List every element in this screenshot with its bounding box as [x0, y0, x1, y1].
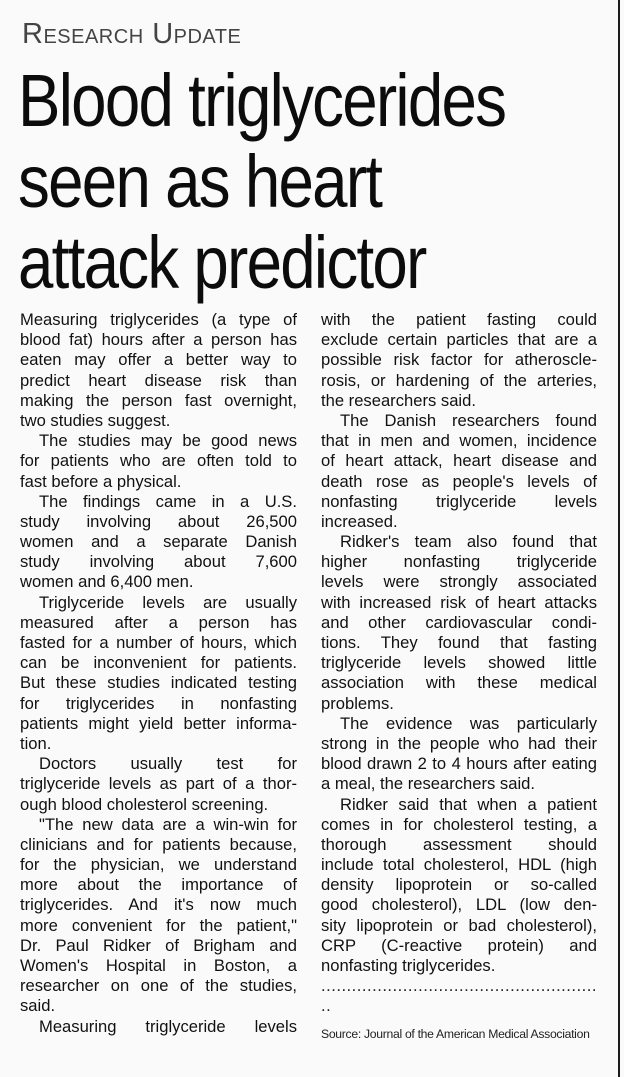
text-line: comes in for cholesterol testing, a [321, 814, 597, 834]
text-line: Triglyceride levels are usually [39, 592, 297, 612]
separator-dots-tail: .. [321, 996, 332, 1016]
text-line: making the person fast overnight, [20, 390, 297, 410]
text-line: death rose as people's levels of [321, 471, 597, 491]
text-line: women and 6,400 men. [20, 572, 194, 592]
headline-line: Blood triglycerides [18, 59, 506, 142]
article-column-right [321, 310, 597, 1042]
text-line: nonfasting triglycerides. [321, 956, 496, 975]
text-line: researcher on one of the studies, [20, 976, 297, 996]
text-line: two studies suggest. [20, 410, 171, 430]
text-line: more about the importance of [20, 875, 297, 895]
text-line: levels were strongly associated [321, 572, 597, 592]
page-border [618, 0, 620, 1077]
text-line: Ridker's team also found that [340, 532, 597, 552]
right-column-body [321, 310, 597, 976]
text-line: Measuring triglycerides (a type of [20, 310, 297, 329]
separator-dots: ...................................................... [321, 976, 597, 996]
text-line: women and a separate Danish [20, 532, 297, 552]
source-credit: Source: Journal of the American Medical Association [321, 1027, 590, 1042]
headline [18, 60, 525, 303]
text-line: The studies may be good news [39, 431, 297, 451]
text-line: said. [20, 996, 56, 1016]
text-line: more convenient for the patient," [20, 915, 297, 935]
text-line: triglyceride levels showed little [321, 653, 597, 673]
text-line: density lipoprotein or so-called [321, 875, 597, 895]
text-line: fast before a physical. [20, 471, 182, 491]
text-line: a meal, the researchers said. [321, 774, 535, 794]
text-line: and other cardiovascular condi- [321, 612, 597, 632]
text-line: tions. They found that fasting [321, 633, 597, 652]
text-line: thorough assessment should [321, 834, 597, 854]
text-line: study involving about 7,600 [20, 552, 297, 572]
text-line: fasted for a number of hours, which [20, 633, 297, 652]
text-line: triglyceride levels as part of a thor- [20, 774, 297, 794]
text-line: triglycerides. And it's now much [20, 895, 297, 915]
text-line: can be inconvenient for patients. [20, 653, 297, 673]
text-line: study involving about 26,500 [20, 511, 297, 531]
text-line: The Danish researchers found [340, 410, 597, 430]
text-line: Measuring triglyceride levels [39, 1016, 297, 1036]
text-line: higher nonfasting triglyceride [321, 552, 597, 572]
text-line: with increased risk of heart attacks [321, 592, 597, 612]
text-line: The findings came in a U.S. [39, 491, 297, 511]
text-line: increased. [321, 511, 398, 531]
text-line: Ridker said that when a patient [340, 794, 597, 814]
text-line: for the physician, we understand [20, 855, 297, 875]
text-line: problems. [321, 693, 394, 713]
text-line: blood drawn 2 to 4 hours after eating [321, 754, 597, 774]
text-line: exclude certain particles that are a [321, 330, 597, 350]
text-line: rosis, or hardening of the arteries, [321, 370, 597, 390]
text-line: patients might yield better informa- [20, 713, 297, 733]
text-line: Dr. Paul Ridker of Brigham and [20, 935, 297, 955]
text-line: eaten may offer a better way to [20, 350, 297, 370]
text-line: measured after a person has [20, 612, 297, 632]
text-line: with the patient fasting could [321, 310, 597, 329]
text-line: Women's Hospital in Boston, a [20, 956, 297, 975]
text-line: association with these medical [321, 673, 597, 693]
text-line: of heart attack, heart disease and [321, 451, 597, 471]
text-line: clinicians and for patients because, [20, 834, 297, 854]
text-line: blood fat) hours after a person has [20, 330, 297, 350]
text-line: possible risk factor for atheroscle- [321, 350, 597, 370]
text-line: CRP (C-reactive protein) and [321, 935, 597, 955]
section-kicker: Research Update [22, 18, 242, 50]
headline-line: seen as heart [18, 140, 382, 223]
text-line: "The new data are a win-win for [39, 814, 297, 834]
article-column-left [20, 310, 297, 1037]
text-line: The evidence was particularly [340, 713, 597, 733]
text-line: nonfasting triglyceride levels [321, 491, 597, 511]
text-line: sity lipoprotein or bad cholesterol), [321, 915, 597, 935]
text-line: ough blood cholesterol screening. [20, 794, 269, 814]
text-line: predict heart disease risk than [20, 370, 297, 390]
text-line: for triglycerides in nonfasting [20, 693, 297, 713]
text-line: good cholesterol), LDL (low den- [321, 895, 597, 915]
headline-line: attack predictor [18, 221, 426, 304]
text-line: Doctors usually test for [39, 754, 297, 774]
text-line: for patients who are often told to [20, 451, 297, 471]
text-line: tion. [20, 733, 52, 753]
text-line: the researchers said. [321, 390, 476, 410]
text-line: include total cholesterol, HDL (high [321, 855, 597, 875]
text-line: But these studies indicated testing [20, 673, 297, 693]
text-line: strong in the people who had their [321, 733, 597, 753]
text-line: that in men and women, incidence [321, 431, 597, 451]
